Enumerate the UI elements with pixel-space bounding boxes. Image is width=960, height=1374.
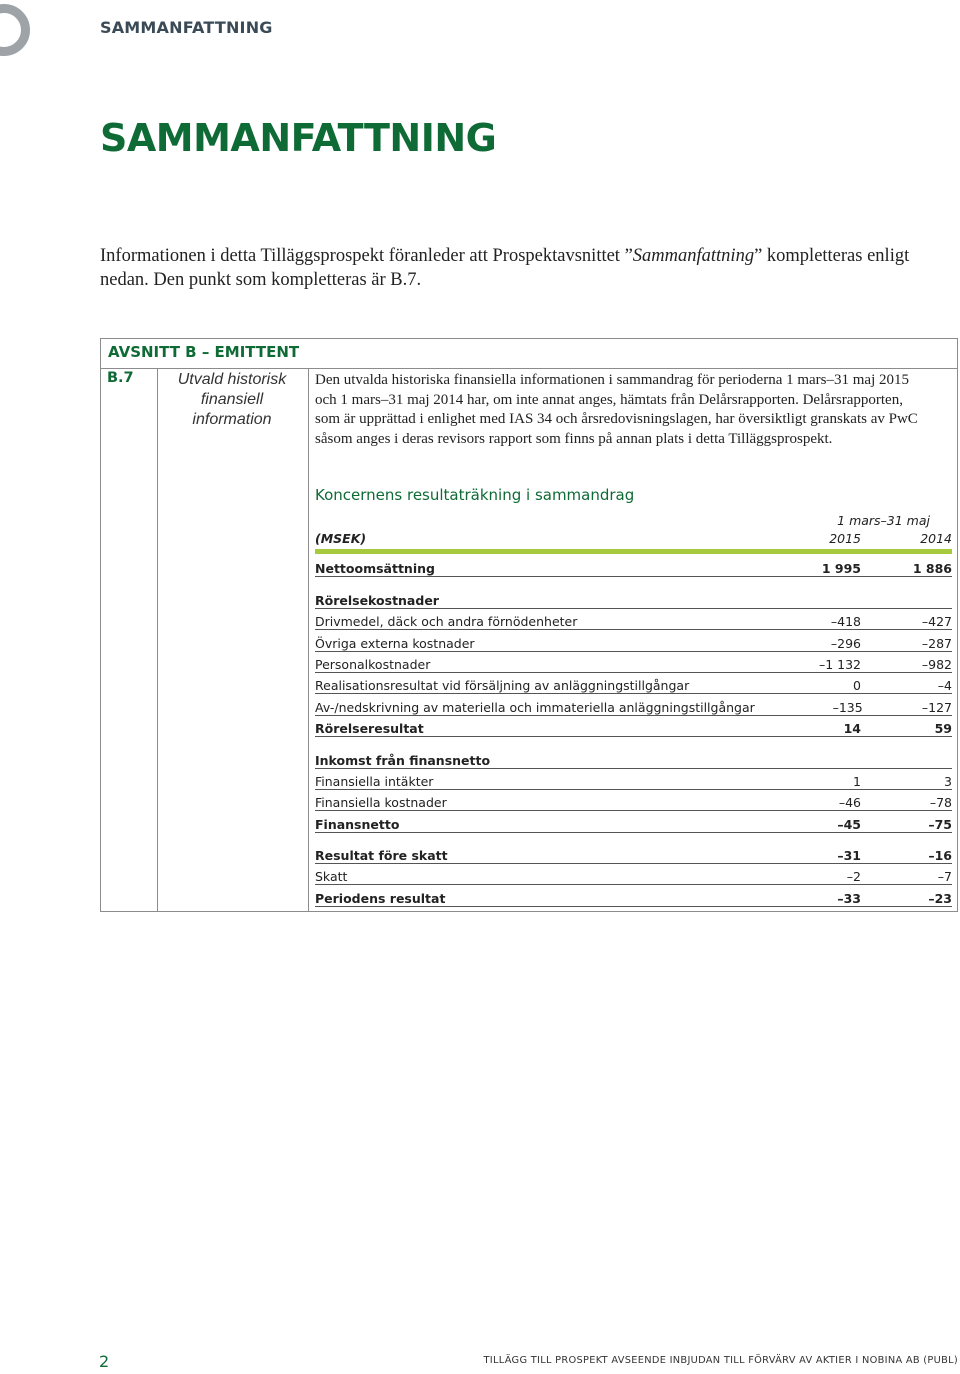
table-row <box>315 694 952 715</box>
value-2014: –982 <box>921 656 952 672</box>
value-2015: –46 <box>838 795 861 811</box>
intro-emphasis: Sammanfattning <box>632 246 755 266</box>
value-2014: –4 <box>937 678 952 694</box>
table-row <box>315 747 952 768</box>
element-body-text: Den utvalda historiska finansiella informationen i sammandrag för perioderna 1 mars–31 maj 2015 och 1 mars–31 maj 2014 har, om inte annat anges, hämtats från Delårsrapporten. Delårsrapporten, som är upprättad i enlighet med IAS 34 och årsredovisningslagen, har översiktligt granskats av PwC såsom anges i deras revisors rapport som finns på annan plats i detta Tilläggsprospekt. <box>315 372 918 447</box>
row-label: Rörelsekostnader <box>315 592 439 608</box>
value-2015: –296 <box>830 635 861 651</box>
table-row <box>315 587 952 608</box>
period-label: 1 mars–31 maj <box>837 513 930 528</box>
intro-part-1: Informationen i detta Tilläggsprospekt föranleder att Prospektavsnittet ” <box>100 246 633 266</box>
row-label: Finansnetto <box>315 816 400 832</box>
value-2014: –7 <box>937 869 952 885</box>
intro-part-2: ” kompletteras enligt nedan. Den punkt som kompletteras är B.7. <box>100 246 910 290</box>
value-2014: –16 <box>928 848 952 864</box>
value-2015: –33 <box>837 890 861 906</box>
value-2014: –287 <box>921 635 952 651</box>
box-divider <box>101 368 957 369</box>
table-row <box>315 673 952 694</box>
page-number: 2 <box>99 1352 110 1371</box>
value-2015: –135 <box>832 699 863 715</box>
value-2014: –75 <box>928 816 952 832</box>
income-statement-title: Koncernens resultaträkning i sammandrag <box>315 486 635 504</box>
row-label: Inkomst från finansnetto <box>315 752 491 768</box>
value-2015: –31 <box>837 848 861 864</box>
table-row <box>315 885 952 906</box>
value-2014: –78 <box>929 795 952 811</box>
table-row <box>315 864 952 885</box>
row-label: Realisationsresultat vid försäljning av anläggningstillgångar <box>315 678 690 694</box>
table-row <box>315 556 952 577</box>
value-2015: –2 <box>846 869 861 885</box>
table-row <box>315 769 952 790</box>
value-2014: –23 <box>928 890 952 906</box>
value-2015: 1 995 <box>821 561 861 577</box>
column-divider-2 <box>308 368 309 911</box>
table-row <box>315 716 952 737</box>
value-2015: –1 132 <box>818 656 861 672</box>
row-spacer <box>315 833 952 843</box>
footer-text: TILLÄGG TILL PROSPEKT AVSEENDE INBJUDAN TILL FÖRVÄRV AV AKTIER I NOBINA AB (PUBL) <box>483 1355 958 1366</box>
table-row <box>315 630 952 651</box>
row-label: Rörelseresultat <box>315 721 424 737</box>
element-id: B.7 <box>107 370 134 386</box>
unit-label: (MSEK) <box>315 531 367 546</box>
table-row <box>315 609 952 630</box>
page-title: SAMMANFATTNING <box>100 116 497 160</box>
column-header-row <box>315 528 952 546</box>
column-divider-1 <box>157 368 158 911</box>
table-body <box>315 556 952 907</box>
header-accent-bar <box>315 549 952 554</box>
intro-paragraph <box>100 244 930 292</box>
row-label: Övriga externa kostnader <box>315 635 475 651</box>
row-label: Drivmedel, däck och andra förnödenheter <box>315 614 578 630</box>
row-label: Skatt <box>315 869 348 885</box>
row-label: Nettoomsättning <box>315 561 435 577</box>
value-2015: –418 <box>830 614 861 630</box>
table-row <box>315 811 952 832</box>
value-2015: –45 <box>837 816 861 832</box>
row-label: Av-/nedskrivning av materiella och immateriella anläggningstillgångar <box>315 699 755 715</box>
corner-ring-decoration <box>0 4 30 56</box>
value-2014: 1 886 <box>912 561 952 577</box>
table-row <box>315 790 952 811</box>
column-2015: 2015 <box>829 531 861 546</box>
period-header <box>315 508 952 528</box>
income-statement-table <box>315 508 952 907</box>
value-2014: –127 <box>921 699 952 715</box>
table-row <box>315 652 952 673</box>
element-label: Utvald historisk finansiell information <box>177 371 287 428</box>
row-spacer <box>315 737 952 747</box>
value-2014: 3 <box>944 773 952 789</box>
value-2015: 0 <box>853 678 861 694</box>
row-label: Personalkostnader <box>315 656 431 672</box>
section-heading: AVSNITT B – EMITTENT <box>108 343 300 361</box>
value-2015: 1 <box>853 773 861 789</box>
table-row <box>315 843 952 864</box>
row-label: Periodens resultat <box>315 890 446 906</box>
value-2015: 14 <box>843 721 861 737</box>
running-header: SAMMANFATTNING <box>100 18 273 37</box>
row-label: Resultat före skatt <box>315 848 448 864</box>
value-2014: 59 <box>934 721 952 737</box>
column-2014: 2014 <box>920 531 952 546</box>
row-spacer <box>315 577 952 587</box>
value-2014: –427 <box>921 614 952 630</box>
row-label: Finansiella intäkter <box>315 773 434 789</box>
row-label: Finansiella kostnader <box>315 795 447 811</box>
